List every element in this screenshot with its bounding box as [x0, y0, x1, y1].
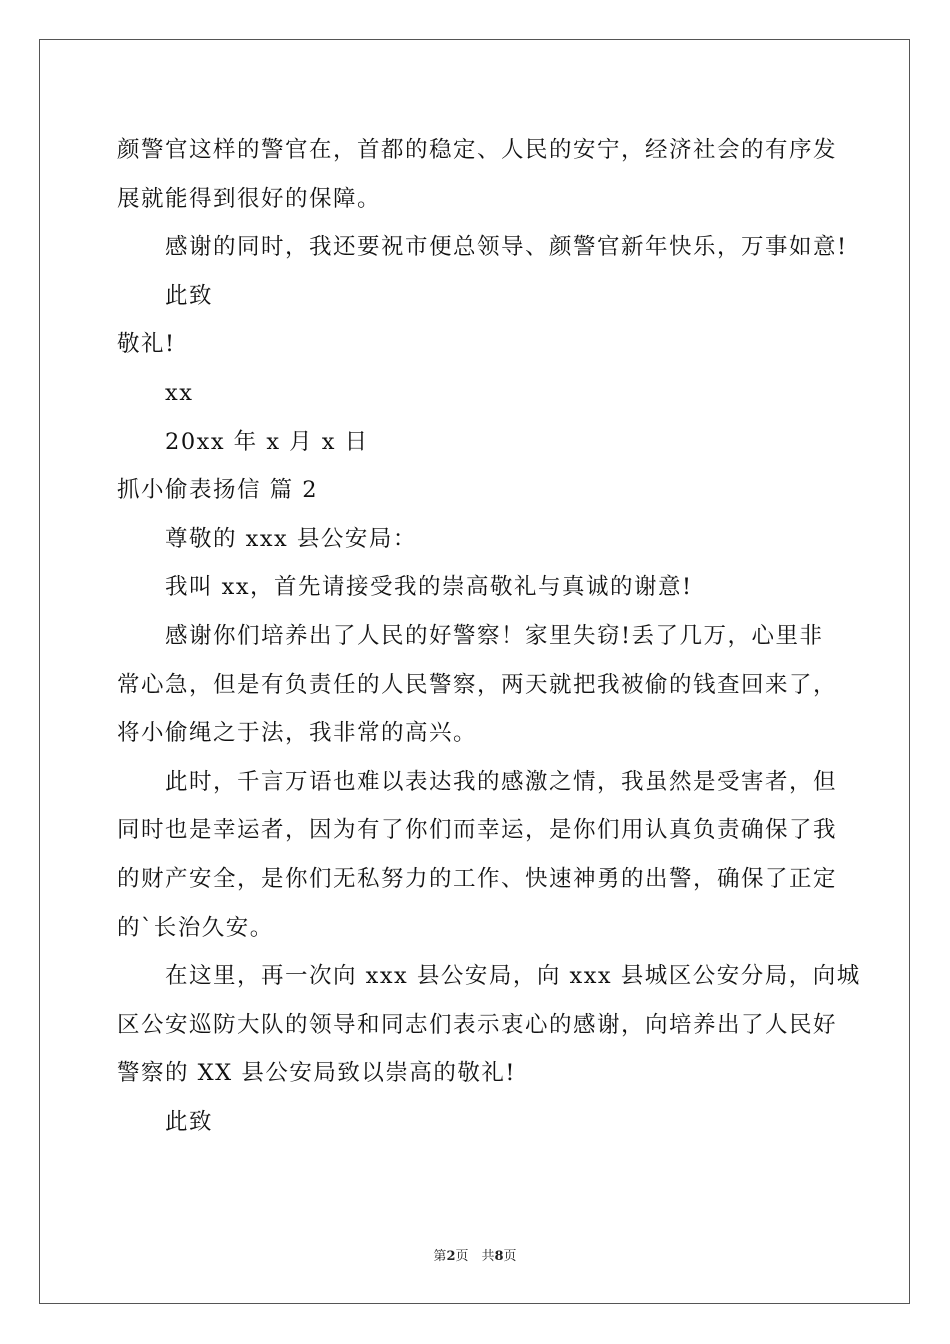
closing-salutation: 此致	[165, 282, 214, 309]
signature-name: xx	[165, 379, 194, 406]
closing-salutation: 此致	[165, 1108, 214, 1135]
section-heading: 抓小偷表扬信 篇 2	[117, 477, 319, 504]
document-body	[117, 126, 861, 1146]
total-pages-number: 8	[494, 1249, 504, 1264]
letter-greeting: 尊敬的 xxx 县公安局：	[165, 525, 417, 552]
text-line: 颜警官这样的警官在，首都的稳定、人民的安宁，经济社会的有序发	[117, 137, 838, 163]
text-line: 的`长治久安。	[117, 914, 274, 941]
text-line: 此时，千言万语也难以表达我的感激之情，我虽然是受害者，但	[165, 768, 838, 795]
text-line: 同时也是幸运者，因为有了你们而幸运，是你们用认真负责确保了我	[117, 817, 838, 844]
closing-regards: 敬礼!	[117, 331, 176, 358]
text-line: 的财产安全，是你们无私努力的工作、快速神勇的出警，确保了正定	[117, 865, 838, 892]
footer-middle: 页 共	[455, 1249, 495, 1264]
signature-date: 20xx 年 x 月 x 日	[165, 428, 369, 455]
text-line: 感谢的同时，我还要祝市便总领导、颜警官新年快乐，万事如意!	[165, 234, 848, 261]
text-line: 区公安巡防大队的领导和同志们表示衷心的感谢，向培养出了人民好	[117, 1011, 838, 1038]
text-line: 将小偷绳之于法，我非常的高兴。	[117, 720, 478, 747]
footer-suffix: 页	[503, 1249, 517, 1264]
footer-prefix: 第	[433, 1249, 447, 1264]
text-line: 警察的 XX 县公安局致以崇高的敬礼!	[117, 1060, 516, 1087]
page-footer	[0, 1245, 950, 1264]
text-line: 感谢你们培养出了人民的好警察！家里失窃!丢了几万，心里非	[165, 622, 824, 649]
text-line: 在这里，再一次向 xxx 县公安局，向 xxx 县城区公安分局，向城	[165, 963, 861, 990]
text-line: 我叫 xx，首先请接受我的崇高敬礼与真诚的谢意!	[165, 574, 693, 601]
text-line: 常心急，但是有负责任的人民警察，两天就把我被偷的钱查回来了，	[117, 671, 838, 698]
current-page-number: 2	[446, 1249, 456, 1264]
text-line: 展就能得到很好的保障。	[117, 185, 382, 212]
